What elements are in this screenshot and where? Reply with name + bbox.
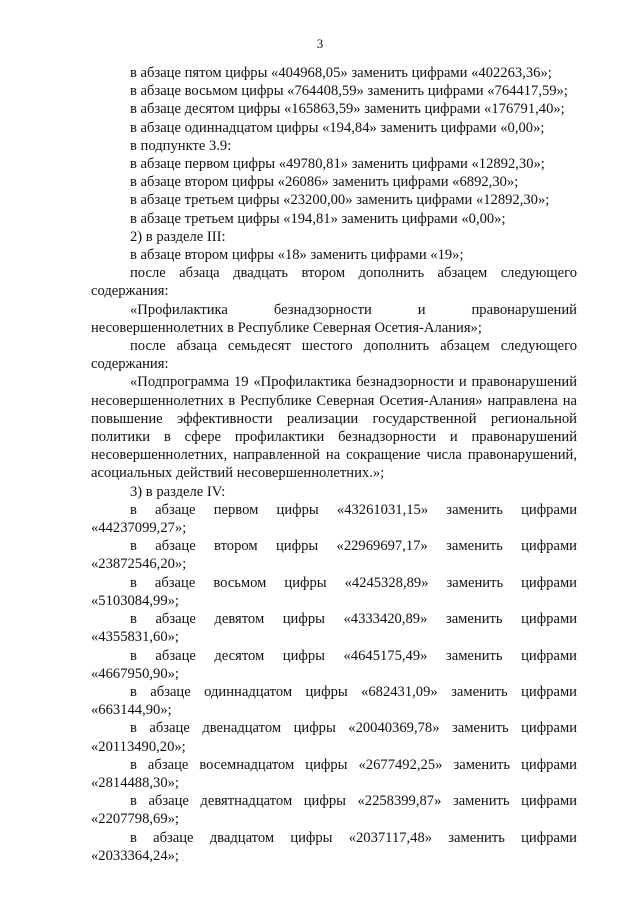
paragraph-14: после абзаца семьдесят шестого дополнить абзацем следующего содержания: [91,338,577,373]
paragraph-4: в абзаце одиннадцатом цифры «194,84» заменить цифрами «0,00»; [130,119,545,136]
page-number: 3 [316,36,324,51]
paragraph-24: в абзаце восемнадцатом цифры «2677492,25» заменить цифрами «2814488,30»; [91,756,577,791]
paragraph-17: в абзаце первом цифры «43261031,15» заменить цифрами «44237099,27»; [91,501,577,537]
paragraph-22: в абзаце одиннадцатом цифры «682431,09» заменить цифрами «663144,90»; [91,683,577,719]
paragraph-9: в абзаце третьем цифры «194,81» заменить цифрами «0,00»; [130,210,506,227]
paragraph-2: в абзаце восьмом цифры «764408,59» заменить цифрами «764417,59»; [130,83,568,100]
paragraph-12: после абзаца двадцать втором дополнить абзацем следующего содержания: [91,265,577,300]
paragraph-25: в абзаце девятнадцатом цифры «2258399,87» заменить цифрами «2207798,69»; [91,793,577,828]
paragraph-13: «Профилактика безнадзорности и правонарушений несовершеннолетних в Республике Северная Осетия-Алания»; [91,301,577,336]
paragraph-19: в абзаце восьмом цифры «4245328,89» заменить цифрами «5103084,99»; [91,574,577,609]
paragraph-5: в подпункте 3.9: [130,137,232,154]
document-body [91,64,577,865]
paragraph-26: в абзаце двадцатом цифры «2037117,48» заменить цифрами «2033364,24»; [91,829,577,864]
paragraph-11: в абзаце втором цифры «18» заменить цифрами «19»; [130,247,464,264]
paragraph-18: в абзаце втором цифры «22969697,17» заменить цифрами «23872546,20»; [91,538,577,573]
paragraph-10: 2) в разделе III: [130,228,226,245]
paragraph-16: 3) в разделе IV: [130,483,226,500]
paragraph-1: в абзаце пятом цифры «404968,05» заменить цифрами «402263,36»; [130,65,552,81]
paragraph-3: в абзаце десятом цифры «165863,59» заменить цифрами «176791,40»; [130,101,565,118]
paragraph-7: в абзаце втором цифры «26086» заменить цифрами «6892,30»; [130,174,519,191]
paragraph-8: в абзаце третьем цифры «23200,00» заменить цифрами «12892,30»; [130,192,550,209]
paragraph-6: в абзаце первом цифры «49780,81» заменить цифрами «12892,30»; [130,156,545,173]
paragraph-20: в абзаце девятом цифры «4333420,89» заменить цифрами «4355831,60»; [91,611,577,646]
paragraph-21: в абзаце десятом цифры «4645175,49» заменить цифрами «4667950,90»; [91,647,577,682]
paragraph-23: в абзаце двенадцатом цифры «20040369,78» заменить цифрами «20113490,20»; [91,720,577,755]
paragraph-15: «Подпрограмма 19 «Профилактика безнадзорности и правонарушений несовершеннолетних в Республике Северная Осетия-Алания» направлена на повышение эффективности реализации государственной региональной политики в сфере профилактики безнадзорности и правонарушений несовершеннолетних, направленной на сокращение числа правонарушений, асоциальных действий несовершеннолетних.»; [91,374,577,482]
